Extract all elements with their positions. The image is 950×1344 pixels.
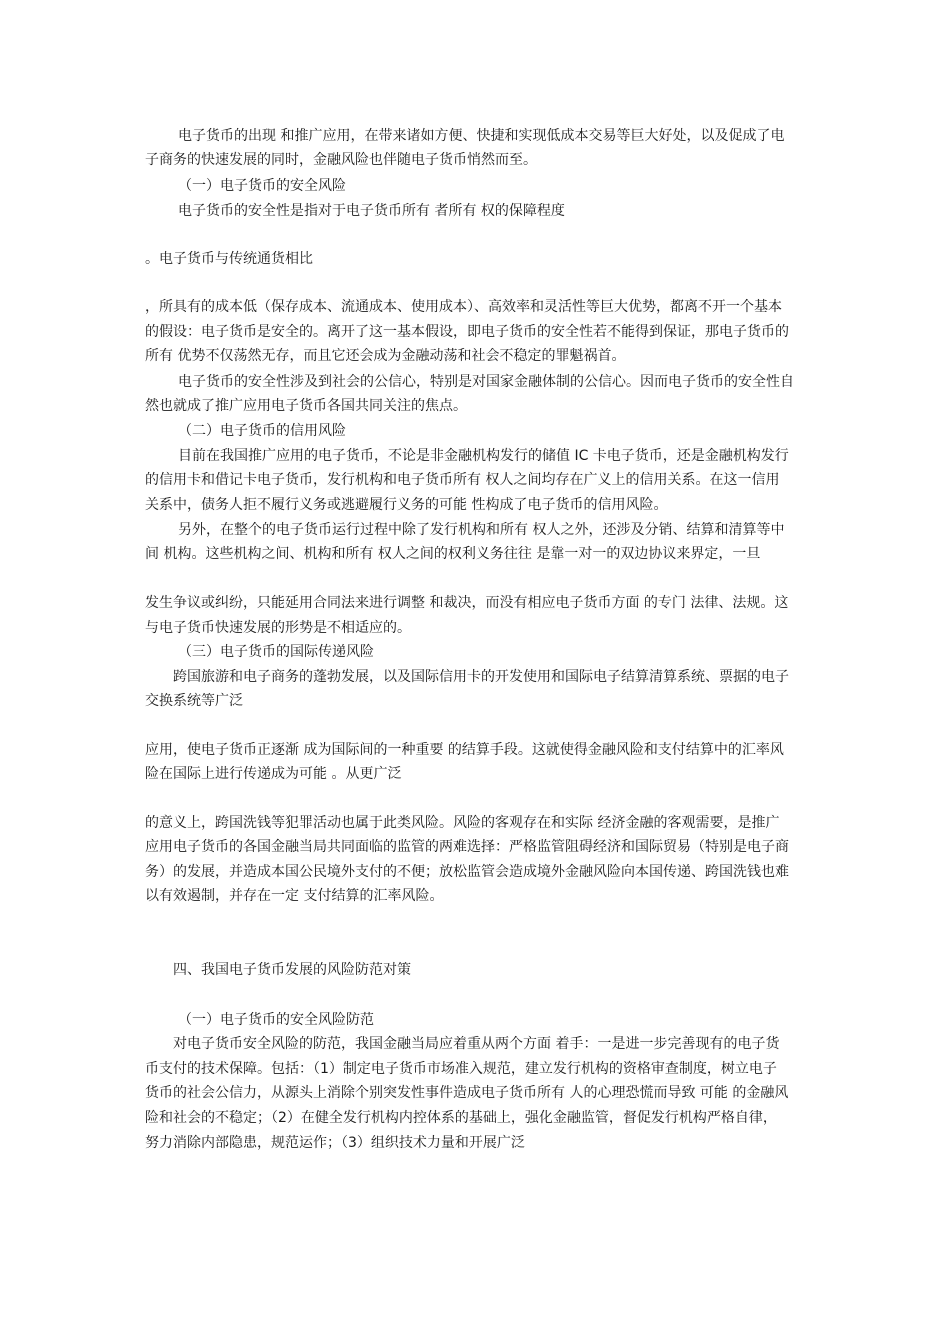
- paragraph-line: ，所具有的成本低（保存成本、流通成本、使用成本）、高效率和灵活性等巨大优势，都离不开一个基本: [145, 299, 782, 315]
- chapter-heading: 四、我国电子货币发展的风险防范对策: [173, 962, 411, 978]
- paragraph-line: 应用电子货币的各国金融当局共同面临的监管的两难选择：严格监管阻碍经济和国际贸易（特别是电子商: [145, 839, 789, 855]
- paragraph-line: 与电子货币快速发展的形势是不相适应的。: [145, 620, 411, 636]
- paragraph-line: 另外，在整个的电子货币运行过程中除了发行机构和所有 权人之外，还涉及分销、结算和清算等中: [178, 522, 785, 538]
- paragraph-line: 货币的社会公信力，从源头上消除个别突发性事件造成电子货币所有 人的心理恐慌而导致 可能 的金融风: [145, 1085, 789, 1101]
- paragraph-line: 的假设：电子货币是安全的。离开了这一基本假设，即电子货币的安全性若不能得到保证，那电子货币的: [145, 324, 789, 340]
- paragraph-line: 然也就成了推广应用电子货币各国共同关注的焦点。: [145, 398, 467, 414]
- paragraph-line: 电子货币的安全性涉及到社会的公信心，特别是对国家金融体制的公信心。因而电子货币的安全性自: [178, 374, 794, 390]
- paragraph-line: 电子货币的出现 和推广应用，在带来诸如方便、快捷和实现低成本交易等巨大好处，以及促成了电: [178, 128, 785, 144]
- paragraph-line: 。电子货币与传统通货相比: [145, 251, 313, 267]
- paragraph-line: 币支付的技术保障。包括：（1）制定电子货币市场准入规范，建立发行机构的资格审查制度，树立电子: [145, 1061, 777, 1077]
- paragraph-line: 子商务的快速发展的同时，金融风险也伴随电子货币悄然而至。: [145, 152, 537, 168]
- paragraph-line: 努力消除内部隐患，规范运作；（3）组织技术力量和开展广泛: [145, 1135, 525, 1151]
- paragraph-line: 间 机构。这些机构之间、机构和所有 权人之间的权利义务往往 是靠一对一的双边协议来界定，一旦: [145, 546, 761, 562]
- paragraph-line: 关系中，债务人拒不履行义务或逃避履行义务的可能 性构成了电子货币的信用风险。: [145, 497, 668, 513]
- section-heading: （一）电子货币的安全风险防范: [178, 1012, 374, 1028]
- paragraph-line: 对电子货币安全风险的防范，我国金融当局应着重从两个方面 着手：一是进一步完善现有的电子货: [173, 1036, 780, 1052]
- paragraph-line: 务）的发展，并造成本国公民境外支付的不便；放松监管会造成境外金融风险向本国传递、跨国洗钱也难: [145, 864, 789, 880]
- paragraph-line: 发生争议或纠纷，只能延用合同法来进行调整 和裁决，而没有相应电子货币方面 的专门 法律、法规。这: [145, 595, 789, 611]
- section-heading: （一）电子货币的安全风险: [178, 178, 346, 194]
- paragraph-line: 险在国际上进行传递成为可能 。从更广泛: [145, 766, 402, 782]
- paragraph-line: 的意义上，跨国洗钱等犯罪活动也属于此类风险。风险的客观存在和实际 经济金融的客观需要，是推广: [145, 815, 780, 831]
- paragraph-line: 跨国旅游和电子商务的蓬勃发展，以及国际信用卡的开发使用和国际电子结算清算系统、票据的电子: [173, 669, 789, 685]
- paragraph-line: 应用，使电子货币正逐渐 成为国际间的一种重要 的结算手段。这就使得金融风险和支付结算中的汇率风: [145, 742, 784, 758]
- paragraph-line: 交换系统等广泛: [145, 693, 243, 709]
- section-heading: （三）电子货币的国际传递风险: [178, 644, 374, 660]
- paragraph-line: 所有 优势不仅荡然无存，而且它还会成为金融动荡和社会不稳定的罪魁祸首。: [145, 348, 626, 364]
- paragraph-line: 的信用卡和借记卡电子货币，发行机构和电子货币所有 权人之间均存在广义上的信用关系。在这一信用: [145, 472, 780, 488]
- paragraph-line: 目前在我国推广应用的电子货币，不论是非金融机构发行的储值 IC 卡电子货币，还是金融机构发行: [178, 448, 789, 464]
- section-heading: （二）电子货币的信用风险: [178, 423, 346, 439]
- paragraph-line: 电子货币的安全性是指对于电子货币所有 者所有 权的保障程度: [178, 203, 565, 219]
- paragraph-line: 以有效遏制，并存在一定 支付结算的汇率风险。: [145, 888, 444, 904]
- paragraph-line: 险和社会的不稳定；（2）在健全发行机构内控体系的基础上，强化金融监管，督促发行机构严格自律，: [145, 1110, 777, 1126]
